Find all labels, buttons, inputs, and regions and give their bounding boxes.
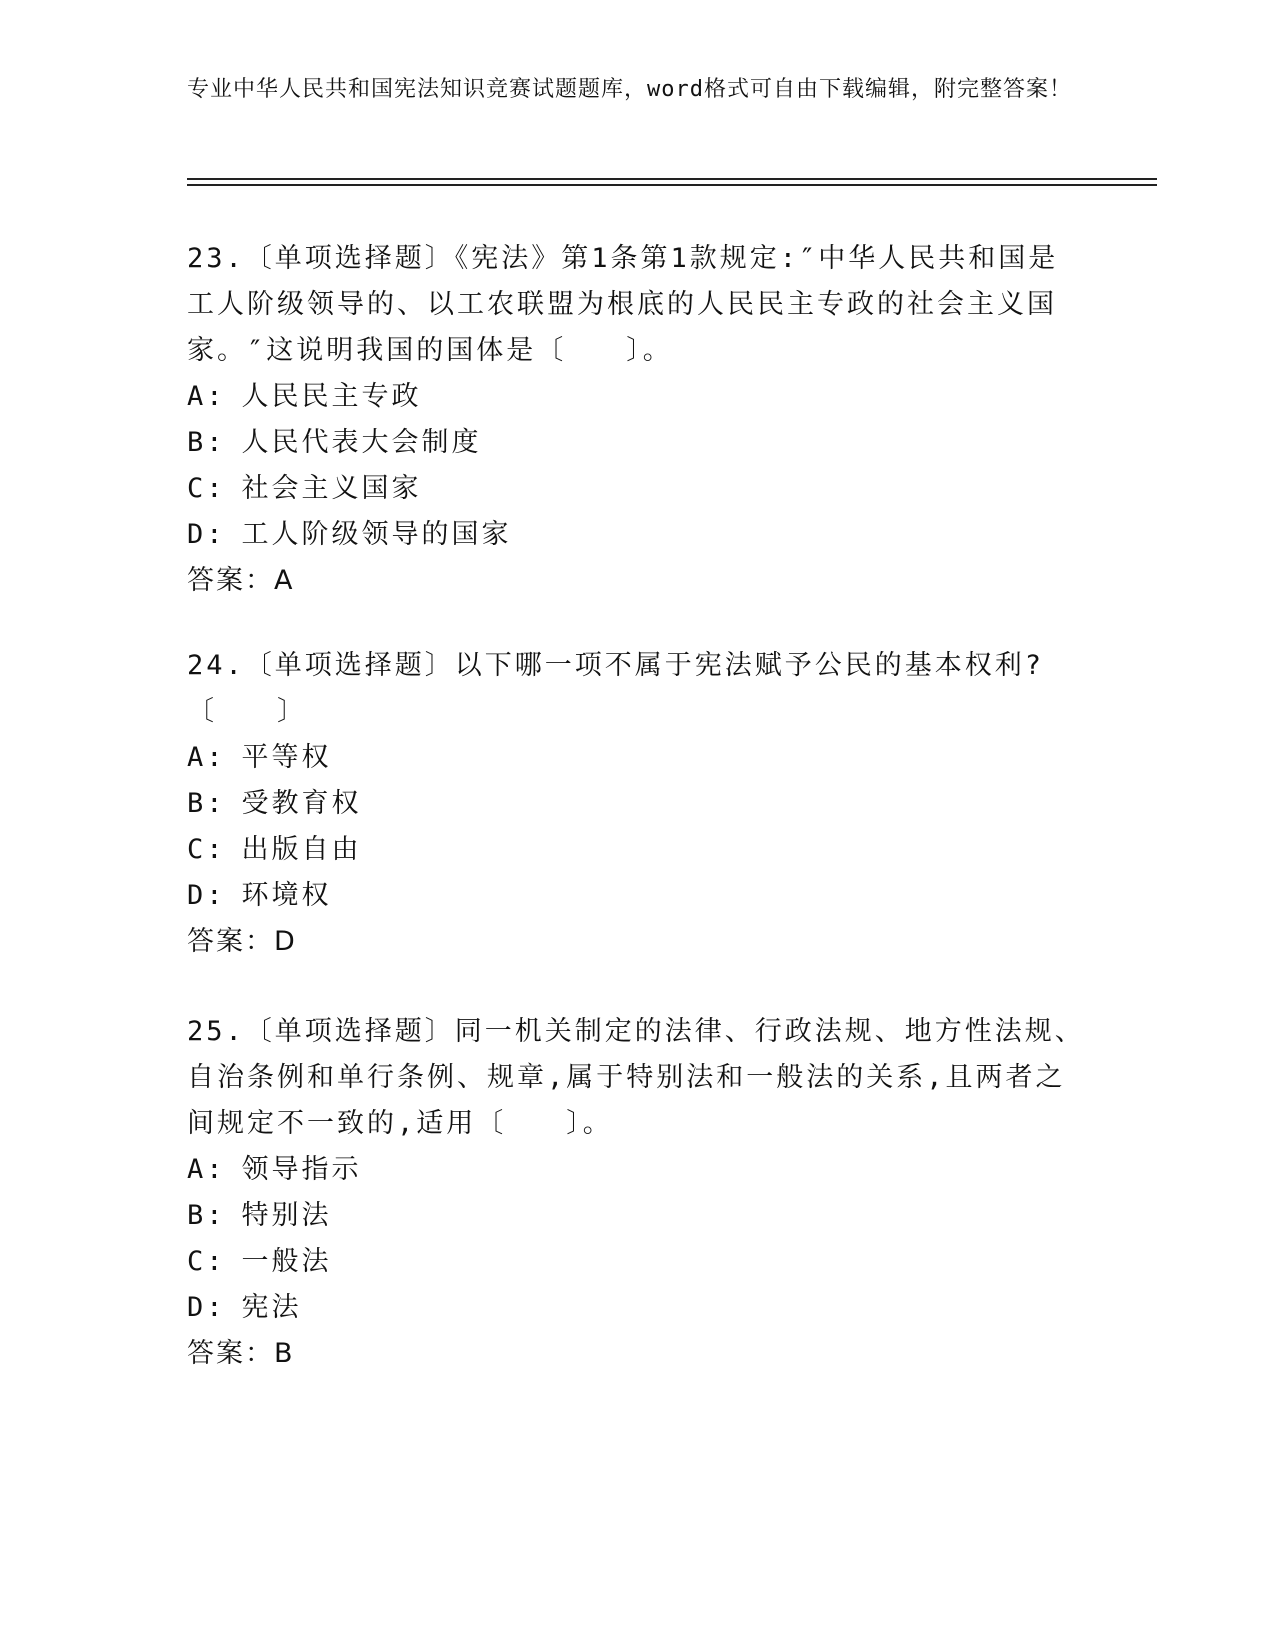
option-text: 社会主义国家 — [241, 473, 422, 504]
answer-line: 答案：A — [187, 565, 295, 596]
question-23 — [187, 236, 1087, 604]
option-key: B: — [187, 427, 226, 458]
question-25 — [187, 1009, 1087, 1377]
option-key: C: — [187, 1246, 226, 1277]
option-b — [187, 1193, 1087, 1239]
option-d — [187, 512, 1087, 558]
option-d — [187, 873, 1087, 919]
option-key: B: — [187, 1200, 226, 1231]
document-header: 专业中华人民共和国宪法知识竞赛试题题库，word格式可自由下载编辑，附完整答案！ — [187, 77, 1072, 102]
option-a — [187, 374, 1087, 420]
option-d — [187, 1285, 1087, 1331]
question-stem: 25.〔单项选择题〕同一机关制定的法律、行政法规、地方性法规、自治条例和单行条例、规章,属于特别法和一般法的关系,且两者之间规定不一致的,适用〔 〕。 — [187, 1016, 1085, 1139]
option-text: 人民民主专政 — [241, 381, 422, 412]
option-key: A: — [187, 381, 226, 412]
option-key: D: — [187, 519, 226, 550]
option-key: C: — [187, 473, 226, 504]
answer-line: 答案：D — [187, 926, 297, 957]
option-text: 平等权 — [241, 742, 332, 773]
option-key: D: — [187, 1292, 226, 1323]
option-key: D: — [187, 880, 226, 911]
option-b — [187, 420, 1087, 466]
option-key: A: — [187, 742, 226, 773]
option-key: C: — [187, 834, 226, 865]
question-stem: 23.〔单项选择题〕《宪法》第1条第1款规定:″中华人民共和国是工人阶级领导的、以工农联盟为根底的人民民主专政的社会主义国家。″这说明我国的国体是〔 〕。 — [187, 243, 1059, 366]
option-text: 一般法 — [241, 1246, 332, 1277]
option-a — [187, 735, 1087, 781]
question-stem: 24.〔单项选择题〕以下哪一项不属于宪法赋予公民的基本权利?〔 〕 — [187, 650, 1045, 727]
option-text: 工人阶级领导的国家 — [241, 519, 512, 550]
option-a — [187, 1147, 1087, 1193]
option-text: 人民代表大会制度 — [241, 427, 482, 458]
option-text: 特别法 — [241, 1200, 332, 1231]
header-divider-top — [187, 178, 1157, 180]
option-c — [187, 466, 1087, 512]
option-text: 出版自由 — [241, 834, 362, 865]
answer-line: 答案：B — [187, 1338, 295, 1369]
option-key: B: — [187, 788, 226, 819]
header-divider-bottom — [187, 184, 1157, 186]
option-text: 环境权 — [241, 880, 332, 911]
question-24 — [187, 643, 1087, 965]
option-text: 受教育权 — [241, 788, 362, 819]
option-c — [187, 827, 1087, 873]
option-b — [187, 781, 1087, 827]
option-key: A: — [187, 1154, 226, 1185]
option-text: 领导指示 — [241, 1154, 362, 1185]
option-c — [187, 1239, 1087, 1285]
option-text: 宪法 — [241, 1292, 302, 1323]
